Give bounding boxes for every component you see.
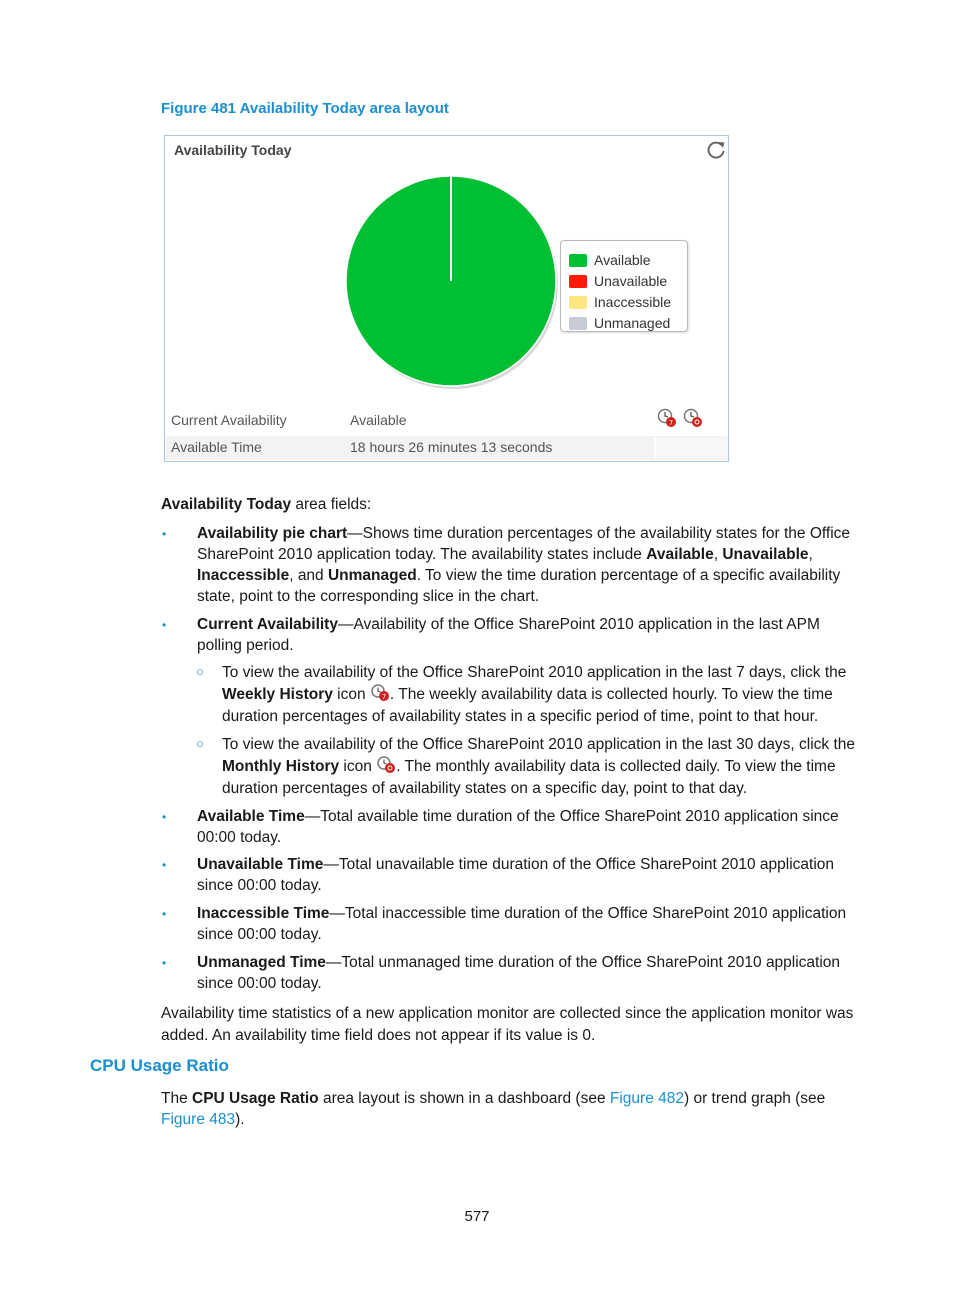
term: Weekly History	[222, 686, 333, 703]
legend-item-available	[569, 250, 651, 270]
row-value: 18 hours 26 minutes 13 seconds	[350, 439, 553, 455]
desc: —Availability of the Office SharePoint 2010 application in the last APM polling period.	[197, 616, 820, 654]
availability-pie-chart[interactable]	[341, 174, 561, 394]
legend-swatch-unmanaged	[569, 317, 587, 330]
legend-item-unmanaged	[569, 313, 670, 333]
desc: icon	[339, 758, 377, 775]
term: Inaccessible Time	[197, 905, 330, 922]
sep: ,	[808, 546, 813, 563]
legend-label: Inaccessible	[594, 294, 672, 310]
term: CPU Usage Ratio	[192, 1090, 319, 1107]
figure-482-link[interactable]: Figure 482	[609, 1090, 684, 1107]
state-unavailable: Unavailable	[722, 546, 809, 563]
state-available: Available	[646, 546, 714, 563]
legend-label: Unmanaged	[594, 315, 671, 331]
sub-bullet-monthly	[222, 734, 867, 800]
monthly-history-icon	[376, 756, 396, 774]
sep: ,	[713, 546, 723, 563]
bullet-unavailable-time	[197, 854, 867, 896]
legend-label: Available	[594, 252, 651, 268]
legend-swatch-inaccessible	[569, 296, 587, 309]
state-inaccessible: Inaccessible	[197, 567, 290, 584]
desc: To view the availability of the Office SharePoint 2010 application in the last 7 days, click the	[222, 664, 847, 681]
bullet-pie-chart	[197, 523, 867, 607]
section-paragraph	[161, 1088, 867, 1130]
bullet-available-time	[197, 806, 867, 848]
bullet-marker: •	[162, 527, 167, 541]
desc: . To view the time duration percentage of a specific availability state, point to the corresponding slice in the chart.	[197, 567, 841, 605]
bullet-marker: •	[162, 810, 167, 824]
term: Available Time	[197, 808, 305, 825]
legend-label: Unavailable	[594, 273, 668, 289]
legend-swatch-available	[569, 254, 587, 267]
term: Unmanaged Time	[197, 954, 326, 971]
row-label: Available Time	[171, 439, 262, 455]
available-time-row	[166, 436, 727, 460]
desc: —Total available time duration of the Office SharePoint 2010 application since 00:00 today.	[197, 808, 839, 846]
desc: —Total unavailable time duration of the Office SharePoint 2010 application since 00:00 today.	[197, 856, 835, 894]
sub-bullet-marker: ○	[196, 664, 204, 679]
bullet-marker: •	[162, 956, 167, 970]
chart-legend	[560, 240, 688, 332]
intro-rest: area fields:	[291, 496, 372, 513]
desc: —Total inaccessible time duration of the Office SharePoint 2010 application since 00:00 today.	[197, 905, 847, 943]
term: Unavailable Time	[197, 856, 324, 873]
desc: The	[161, 1090, 193, 1107]
bullet-current-availability	[197, 614, 867, 656]
state-unmanaged: Unmanaged	[327, 567, 417, 584]
legend-item-inaccessible	[569, 292, 671, 312]
closing-paragraph: Availability time statistics of a new application monitor are collected since the application monitor was added. An availability time field does not appear if its value is 0.	[161, 1005, 854, 1044]
desc: ).	[235, 1111, 245, 1128]
row-value: Available	[350, 412, 407, 428]
figure-caption: Figure 481 Availability Today area layout	[161, 100, 449, 117]
current-availability-row	[166, 409, 727, 433]
page-number: 577	[464, 1208, 490, 1225]
sep: , and	[289, 567, 328, 584]
panel-title: Availability Today	[174, 142, 292, 158]
row-label: Current Availability	[171, 412, 287, 428]
sub-bullet-weekly	[222, 662, 867, 728]
svg-text:7: 7	[381, 693, 387, 701]
bullet-marker: •	[162, 858, 167, 872]
intro-bold: Availability Today	[161, 496, 292, 513]
desc: —Total unmanaged time duration of the Office SharePoint 2010 application since 00:00 today.	[197, 954, 841, 992]
term: Availability pie chart	[197, 525, 348, 542]
intro-line	[161, 494, 371, 515]
svg-text:7: 7	[668, 419, 674, 427]
bullet-marker: •	[162, 618, 167, 632]
desc: area layout is shown in a dashboard (see	[318, 1090, 610, 1107]
legend-item-unavailable	[569, 271, 667, 291]
desc: ) or trend graph (see	[683, 1090, 826, 1107]
desc: . The monthly availability data is collected daily. To view the time duration percentages of availability states on a specific day, point to that day.	[222, 758, 836, 797]
legend-swatch-unavailable	[569, 275, 587, 288]
empty-cell	[654, 438, 728, 458]
term: Current Availability	[197, 616, 338, 633]
availability-today-panel	[164, 135, 729, 462]
desc: icon	[332, 686, 370, 703]
refresh-icon[interactable]	[705, 139, 727, 161]
bullet-marker: •	[162, 907, 167, 921]
bullet-unmanaged-time	[197, 952, 867, 994]
desc: . The weekly availability data is collected hourly. To view the time duration percentages of availability states in a specific period of time, point to that hour.	[222, 686, 833, 725]
bullet-inaccessible-time	[197, 903, 867, 945]
section-heading: CPU Usage Ratio	[90, 1056, 229, 1075]
weekly-history-icon	[370, 684, 390, 702]
figure-483-link[interactable]: Figure 483	[161, 1111, 236, 1128]
desc: —Shows time duration percentages of the availability states for the Office SharePoint 2010 application today. The availability states include	[197, 525, 851, 563]
desc: To view the availability of the Office SharePoint 2010 application in the last 30 days, click the	[222, 736, 855, 753]
term: Monthly History	[222, 758, 340, 775]
sub-bullet-marker: ○	[196, 736, 204, 751]
